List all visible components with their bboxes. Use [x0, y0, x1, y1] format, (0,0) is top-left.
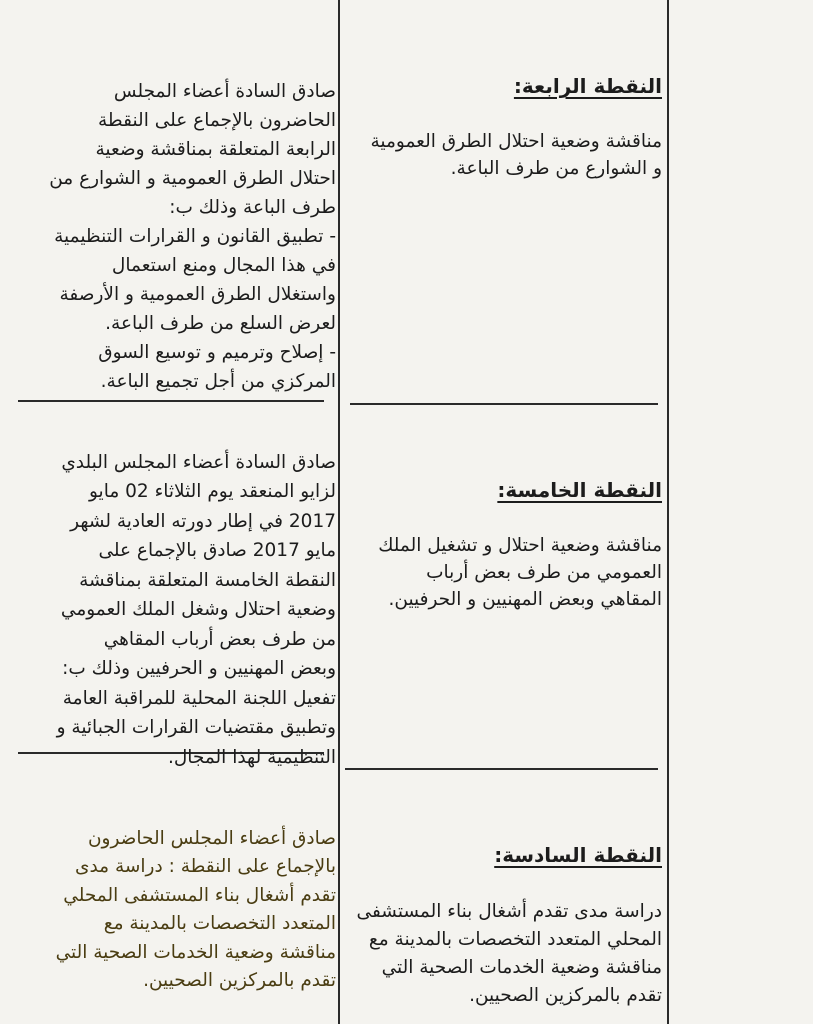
point-title: النقطة الرابعة:	[513, 74, 662, 98]
column-divider-left	[338, 0, 340, 1024]
column-divider-right	[667, 0, 669, 1024]
row-separator-left-1	[18, 400, 324, 402]
point-cell-6	[352, 812, 662, 1010]
decision-text: صادق أعضاء المجلس الحاضرون بالإجماع على النقطة : دراسة مدى تقدم أشغال بناء المستشفى المحلي المتعدد التخصصات بالمدينة مع مناقشة وضعية الخدمات الصحية التي تقدم بالمركزين الصحيين.	[55, 827, 336, 991]
decision-cell-4	[20, 48, 336, 396]
decision-cell-6	[20, 796, 336, 996]
point-title: النقطة الخامسة:	[497, 478, 662, 502]
point-description: دراسة مدى تقدم أشغال بناء المستشفى المحلي المتعدد التخصصات بالمدينة مع مناقشة وضعية الخدمات الصحية التي تقدم بالمركزين الصحيين.	[356, 901, 662, 1006]
point-cell-4	[352, 44, 662, 182]
decision-text: صادق السادة أعضاء المجلس البلدي لزايو المنعقد يوم الثلاثاء 02 مايو 2017 في إطار دورته العادية لشهر مايو 2017 صادق بالإجماع على النقطة الخامسة المتعلقة بمناقشة وضعية احتلال وشغل الملك العمومي من طرف بعض أرباب المقاهي وبعض المهنيين و الحرفيين وذلك ب: تفعيل اللجنة المحلية للمراقبة العامة وتطبيق مقتضيات القرارات الجبائية و التنظيمية لهذا المجال.	[56, 451, 336, 768]
row-separator-right-2	[345, 768, 658, 770]
point-cell-5	[352, 448, 662, 613]
point-description: مناقشة وضعية احتلال و تشغيل الملك العمومي من طرف بعض أرباب المقاهي وبعض المهنيين و الحرفيين.	[378, 535, 662, 610]
point-description: مناقشة وضعية احتلال الطرق العمومية و الشوارع من طرف الباعة.	[370, 131, 662, 179]
decision-text: صادق السادة أعضاء المجلس الحاضرون بالإجماع على النقطة الرابعة المتعلقة بمناقشة وضعية احتلال الطرق العمومية و الشوارع من طرف الباعة وذلك ب: - تطبيق القانون و القرارات التنظيمية في هذا المجال ومنع استعمال واستغلال الطرق العمومية و الأرصفة لعرض السلع من طرف الباعة. - إصلاح وترميم و توسيع السوق المركزي من أجل تجميع الباعة.	[49, 81, 336, 392]
row-separator-right-1	[350, 403, 658, 405]
point-title: النقطة السادسة:	[494, 843, 662, 867]
decision-cell-5	[20, 418, 336, 772]
